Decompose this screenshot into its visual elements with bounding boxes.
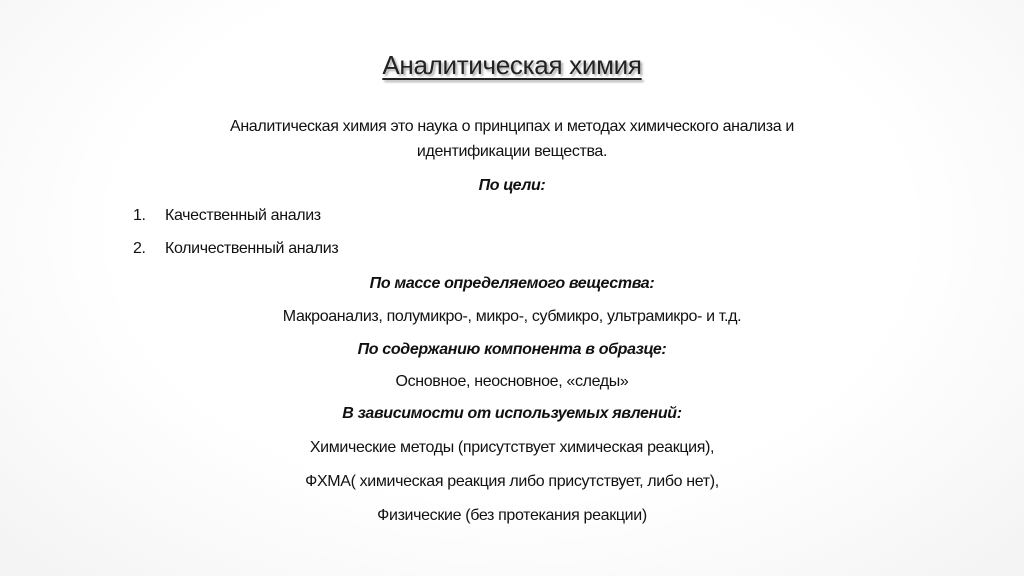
slide-title: Аналитическая химия: [382, 50, 642, 80]
definition-line-1: Аналитическая химия это наука о принципах и методах химического анализа и: [230, 118, 794, 135]
list-number: 1.: [133, 207, 146, 224]
list-number: 2.: [133, 240, 146, 257]
section-heading-mass: По массе определяемого вещества:: [369, 275, 655, 292]
list-item: [133, 239, 338, 259]
list-text: Количественный анализ: [165, 240, 339, 257]
list-text: Качественный анализ: [165, 207, 321, 224]
list-item: [133, 206, 321, 226]
definition-line-2: идентификации вещества.: [416, 143, 608, 160]
section-heading-content: По содержанию компонента в образце:: [357, 341, 667, 358]
section-heading-phenomena: В зависимости от используемых явлений:: [342, 405, 682, 422]
section-text: Химические методы (присутствует химическая реакция),: [309, 439, 715, 456]
section-text: Основное, неосновное, «следы»: [395, 373, 629, 390]
section-heading-goal: По цели:: [478, 177, 546, 194]
section-text: ФХМА( химическая реакция либо присутствует, либо нет),: [305, 473, 719, 490]
section-text: Макроанализ, полумикро-, микро-, субмикро, ультрамикро- и т.д.: [282, 308, 742, 325]
section-text: Физические (без протекания реакции): [377, 507, 647, 524]
